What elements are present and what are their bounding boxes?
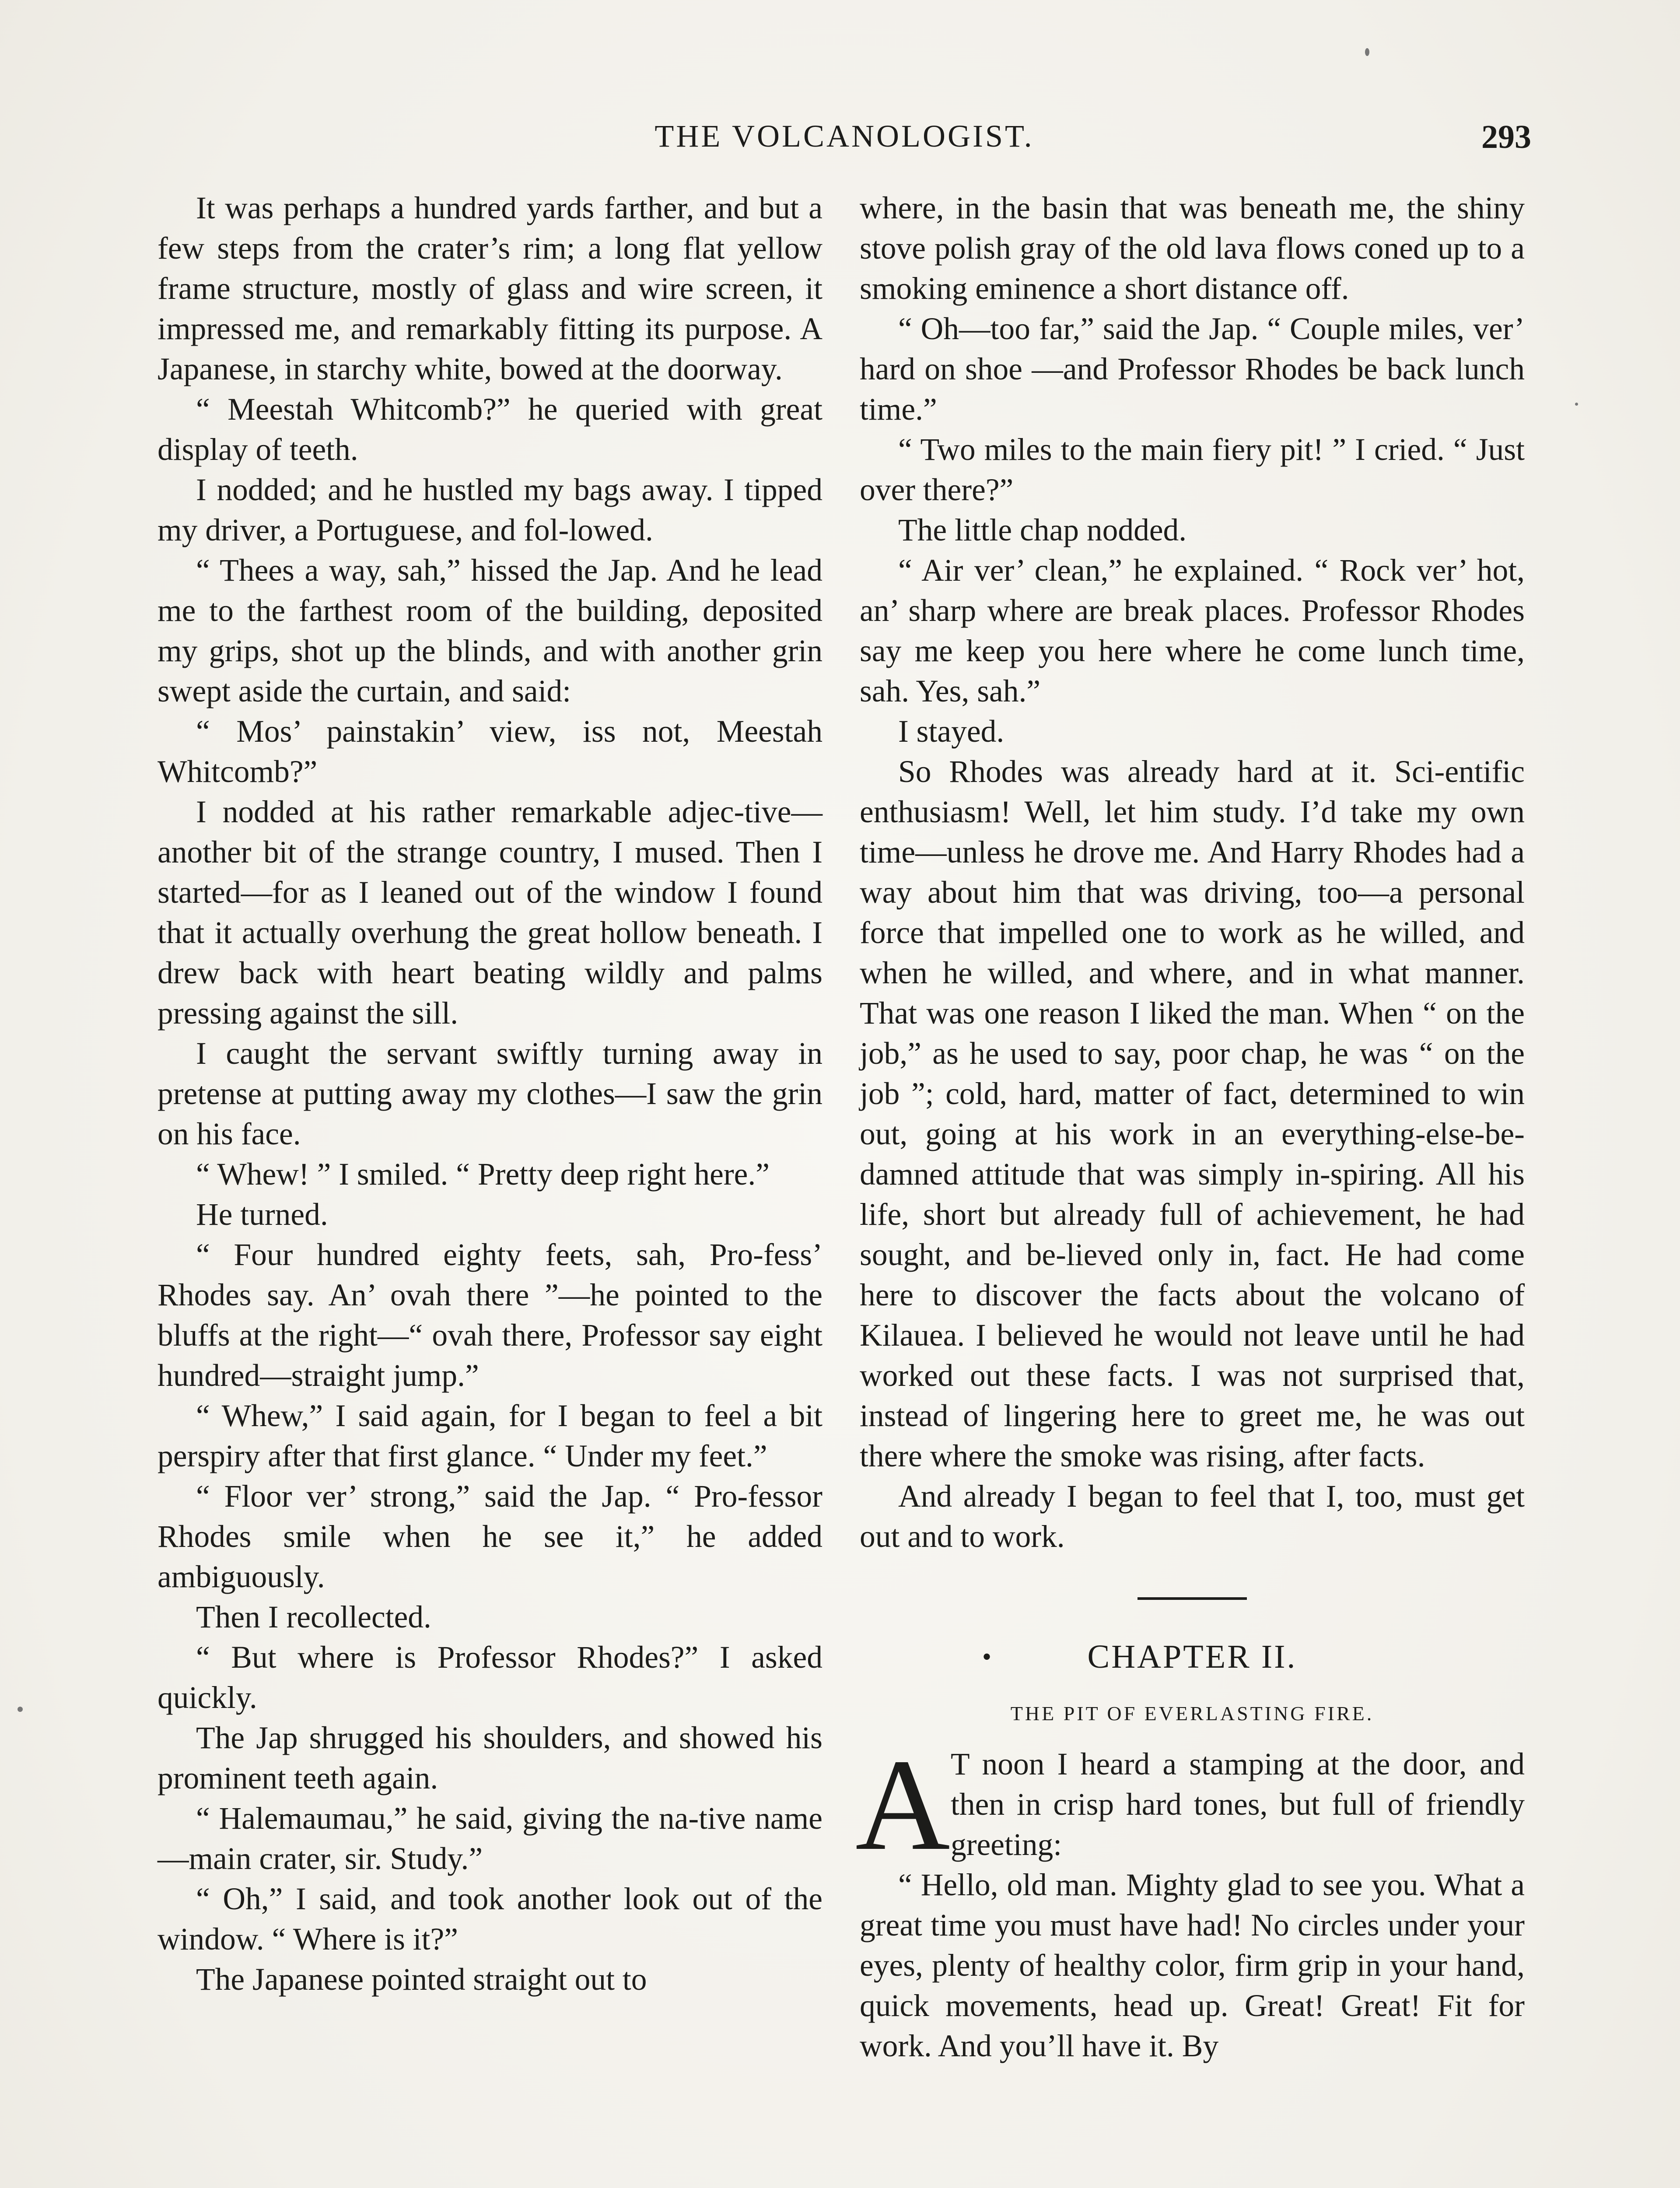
paragraph: The Japanese pointed straight out to [196,1962,647,1997]
drop-cap: A [855,1732,950,1877]
paragraph: “ Halemaumau,” he said, giving the na-tive name—main crater, sir. Study.” [158,1801,822,1876]
paragraph: “ Whew,” I said again, for I began to feel a bit perspiry after that first glance. “ Under my feet.” [158,1399,822,1473]
page-number: 293 [1481,119,1531,155]
paragraph: “ Two miles to the main fiery pit! ” I cried. “ Just over there?” [860,432,1525,507]
paragraph: The Jap shrugged his shoulders, and showed his prominent teeth again. [158,1721,822,1795]
chapter-heading [860,1635,1525,1679]
paper-speck [1575,403,1578,406]
chapter-opening-paragraph [855,1732,1525,1877]
paragraph: It was perhaps a hundred yards farther, and but a few steps from the crater’s rim; a long flat yellow frame structure, mostly of glass and wire screen, it impressed me, and remarkably fitting its purpose. A Japanese, in starchy white, bowed at the doorway. [158,191,822,386]
right-column [855,188,1525,2066]
section-divider [1138,1597,1247,1600]
paragraph: “ Floor ver’ strong,” said the Jap. “ Pro-fessor Rhodes smile when he see it,” he added ambiguously. [158,1479,822,1594]
paragraph: Then I recollected. [196,1600,431,1634]
paragraph: So Rhodes was already hard at it. Sci-entific enthusiasm! Well, let him study. I’d take my own time—unless he drove me. And Harry Rhodes had a way about him that was driving, too—a personal force that impelled one to work as he willed, and when he willed, and where, and in what manner. That was one reason I liked the man. When “ on the job,” as he used to say, poor chap, he was “ on the job ”; cold, hard, matter of fact, determined to win out, going at his work in an everything-else-be-damned attitude that was simply in-spiring. All his life, short but already full of achievement, he had sought, and be-lieved only in, fact. He had come here to discover the facts about the volcano of Kilauea. I believed he would not leave until he had worked out these facts. I was not surprised that, instead of lingering here to greet me, he was out there where the smoke was rising, after facts. [860,754,1525,1473]
running-head [158,118,1531,162]
chapter-title: CHAPTER II. [1087,1638,1297,1675]
paragraph: I caught the servant swiftly turning away in pretense at putting away my clothes—I saw the grin on his face. [158,1036,822,1151]
paragraph: “ Oh,” I said, and took another look out of the window. “ Where is it?” [158,1882,822,1957]
opening-text: T noon I heard a stamping at the door, and then in crisp hard tones, but full of friendly greeting: [951,1747,1525,1862]
left-column [158,188,822,2000]
paragraph: I nodded; and he hustled my bags away. I tipped my driver, a Portuguese, and fol-lowed. [158,473,822,547]
paragraph: He turned. [196,1197,328,1232]
paragraph: I nodded at his rather remarkable adjec-tive—another bit of the strange country, I mused. Then I started—for as I leaned out of the window I found that it actually overhung the great hollow beneath. I drew back with heart beating wildly and palms pressing against the sill. [158,795,822,1031]
paragraph: The little chap nodded. [898,513,1187,547]
chapter-subtitle: THE PIT OF EVERLASTING FIRE. [1010,1702,1374,1725]
paragraph: “ Air ver’ clean,” he explained. “ Rock ver’ hot, an’ sharp where are break places. Professor Rhodes say me keep you here where he come lunch time, sah. Yes, sah.” [860,553,1525,708]
paragraph: “ Meestah Whitcomb?” he queried with great display of teeth. [158,392,822,467]
paragraph: “ But where is Professor Rhodes?” I asked quickly. [158,1640,822,1715]
paragraph: And already I began to feel that I, too, must get out and to work. [860,1479,1525,1554]
paragraph: where, in the basin that was beneath me, the shiny stove polish gray of the old lava flows coned up to a smoking eminence a short distance off. [860,191,1525,306]
paragraph: “ Oh—too far,” said the Jap. “ Couple miles, ver’ hard on shoe —and Professor Rhodes be back lunch time.” [860,312,1525,427]
running-title: THE VOLCANOLOGIST. [654,119,1034,154]
paper-speck [18,1707,23,1712]
bullet-mark: • [982,1642,994,1671]
paragraph: “ Thees a way, sah,” hissed the Jap. And he lead me to the farthest room of the building, deposited my grips, shot up the blinds, and with another grin swept aside the curtain, and said: [158,553,822,708]
paragraph: “ Whew! ” I smiled. “ Pretty deep right here.” [196,1157,770,1192]
paragraph: I stayed. [898,714,1004,749]
paragraph: “ Four hundred eighty feets, sah, Pro-fess’ Rhodes say. An’ ovah there ”—he pointed to the bluffs at the right—“ ovah there, Professor say eight hundred—straight jump.” [158,1238,822,1393]
paper-speck [1365,48,1369,56]
paragraph: “ Hello, old man. Mighty glad to see you. What a great time you must have had! No circles under your eyes, plenty of healthy color, firm grip in your hand, quick movements, head up. Great! Great! Fit for work. And you’ll have it. By [860,1868,1525,2063]
paragraph: “ Mos’ painstakin’ view, iss not, Meestah Whitcomb?” [158,714,822,789]
